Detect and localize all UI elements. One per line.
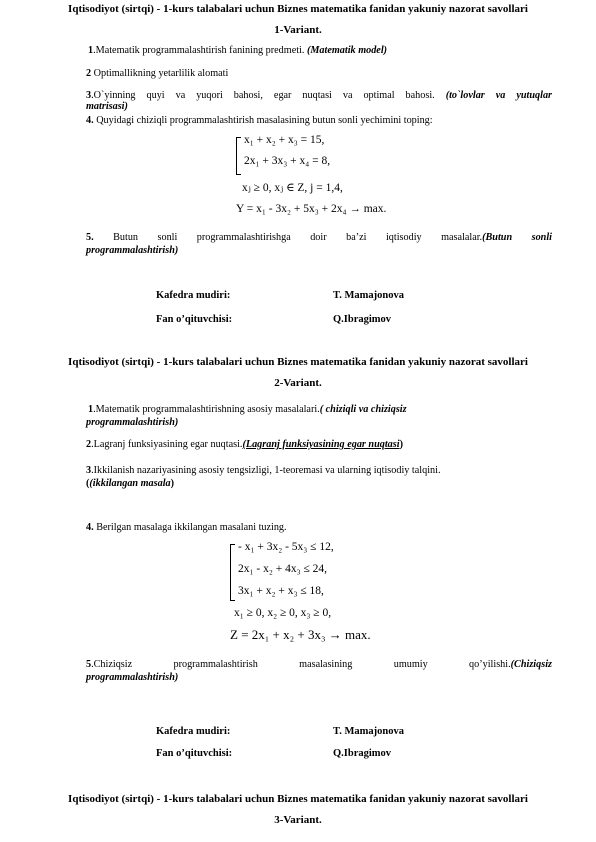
v1-question-5: 5. Butun sonli programmalashtirishga doir ba’zi iqtisodiy masalalar.(Butun sonli bbox=[86, 232, 552, 243]
v2-question-4: 4. Berilgan masalaga ikkilangan masalani tuzing. bbox=[86, 522, 287, 533]
v2-question-3-cont: ((ikkilangan masala) bbox=[86, 478, 175, 489]
v2-question-2: 2.Lagranj funksiyasining egar nuqtasi.(Lagranj funksiyasining egar nuqtasi) bbox=[86, 439, 403, 450]
v2-question-5-cont: programmalashtirish) bbox=[86, 672, 179, 683]
exam-heading-3: Iqtisodiyot (sirtqi) - 1-kurs talabalari uchun Biznes matematika fanidan yakuniy nazorat savollari bbox=[68, 793, 528, 805]
v1-question-3-cont: matrisasi) bbox=[86, 101, 128, 112]
v2-teacher-label: Fan o’qituvchisi: bbox=[156, 748, 233, 759]
v1-teacher-name: Q.Ibragimov bbox=[333, 314, 392, 325]
v1-question-2: 2 Optimallikning yetarlilik alomati bbox=[86, 68, 229, 79]
v2-head-name: T. Mamajonova bbox=[333, 726, 404, 737]
v2-teacher-name: Q.Ibragimov bbox=[333, 748, 392, 759]
v1-head-name: T. Mamajonova bbox=[333, 290, 404, 301]
v1-eq-2: 2x₁ + 3x₃ + x₄ = 8, bbox=[244, 155, 331, 167]
v2-question-5: 5.Chiziqsiz programmalashtirish masalasining umumiy qo’yilishi.(Chiziqsiz bbox=[86, 659, 552, 670]
v1-head-label: Kafedra mudiri: bbox=[156, 290, 231, 301]
v2-eq-4: x₁ ≥ 0, x₂ ≥ 0, x₃ ≥ 0, bbox=[234, 607, 332, 619]
v2-eq-3: 3x₁ + x₂ + x₃ ≤ 18, bbox=[238, 585, 324, 597]
v2-objective: Z = 2x₁ + x₂ + 3x₃ → max. bbox=[230, 627, 371, 642]
v2-eq-2: 2x₁ - x₂ + 4x₃ ≤ 24, bbox=[238, 563, 328, 575]
v1-objective: Y = x₁ - 3x₂ + 5x₃ + 2x₄ → max. bbox=[236, 203, 387, 215]
variant-title-2: 2-Variant. bbox=[274, 377, 322, 389]
v1-question-3: 3.O`yinning quyi va yuqori bahosi, egar nuqtasi va optimal bahosi. (to`lovlar va yutuqlar bbox=[86, 90, 552, 101]
v2-question-1: 1.Matematik programmalashtirishning asosiy masalalari.( chiziqli va chiziqsiz bbox=[88, 404, 407, 415]
v1-eq-1: x₁ + x₂ + x₃ = 15, bbox=[244, 134, 325, 146]
v2-brace bbox=[230, 544, 235, 601]
exam-heading-2: Iqtisodiyot (sirtqi) - 1-kurs talabalari uchun Biznes matematika fanidan yakuniy nazorat savollari bbox=[68, 356, 528, 368]
v1-question-5-cont: programmalashtirish) bbox=[86, 245, 179, 256]
v1-eq-3: xⱼ ≥ 0, xⱼ ∈ Z, j = 1,4, bbox=[242, 182, 343, 194]
v2-question-3: 3.Ikkilanish nazariyasining asosiy tengsizligi, 1-teoremasi va ularning iqtisodiy talqini. bbox=[86, 465, 441, 476]
v1-teacher-label: Fan o’qituvchisi: bbox=[156, 314, 233, 325]
variant-title-3: 3-Variant. bbox=[274, 814, 322, 826]
v2-equation-system bbox=[230, 541, 450, 651]
exam-heading-1: Iqtisodiyot (sirtqi) - 1-kurs talabalari uchun Biznes matematika fanidan yakuniy nazorat savollari bbox=[68, 3, 528, 15]
v2-head-label: Kafedra mudiri: bbox=[156, 726, 231, 737]
v1-question-1: 1.Matematik programmalashtirish fanining predmeti. (Matematik model) bbox=[88, 45, 388, 56]
v2-eq-1: - x₁ + 3x₂ - 5x₃ ≤ 12, bbox=[238, 541, 334, 553]
v1-brace bbox=[236, 137, 241, 175]
v2-question-1-cont: programmalashtirish) bbox=[86, 417, 179, 428]
v1-question-4: 4. Quyidagi chiziqli programmalashtirish masalasining butun sonli yechimini toping: bbox=[86, 115, 433, 126]
v1-equation-system bbox=[236, 134, 436, 230]
variant-title-1: 1-Variant. bbox=[274, 24, 322, 36]
